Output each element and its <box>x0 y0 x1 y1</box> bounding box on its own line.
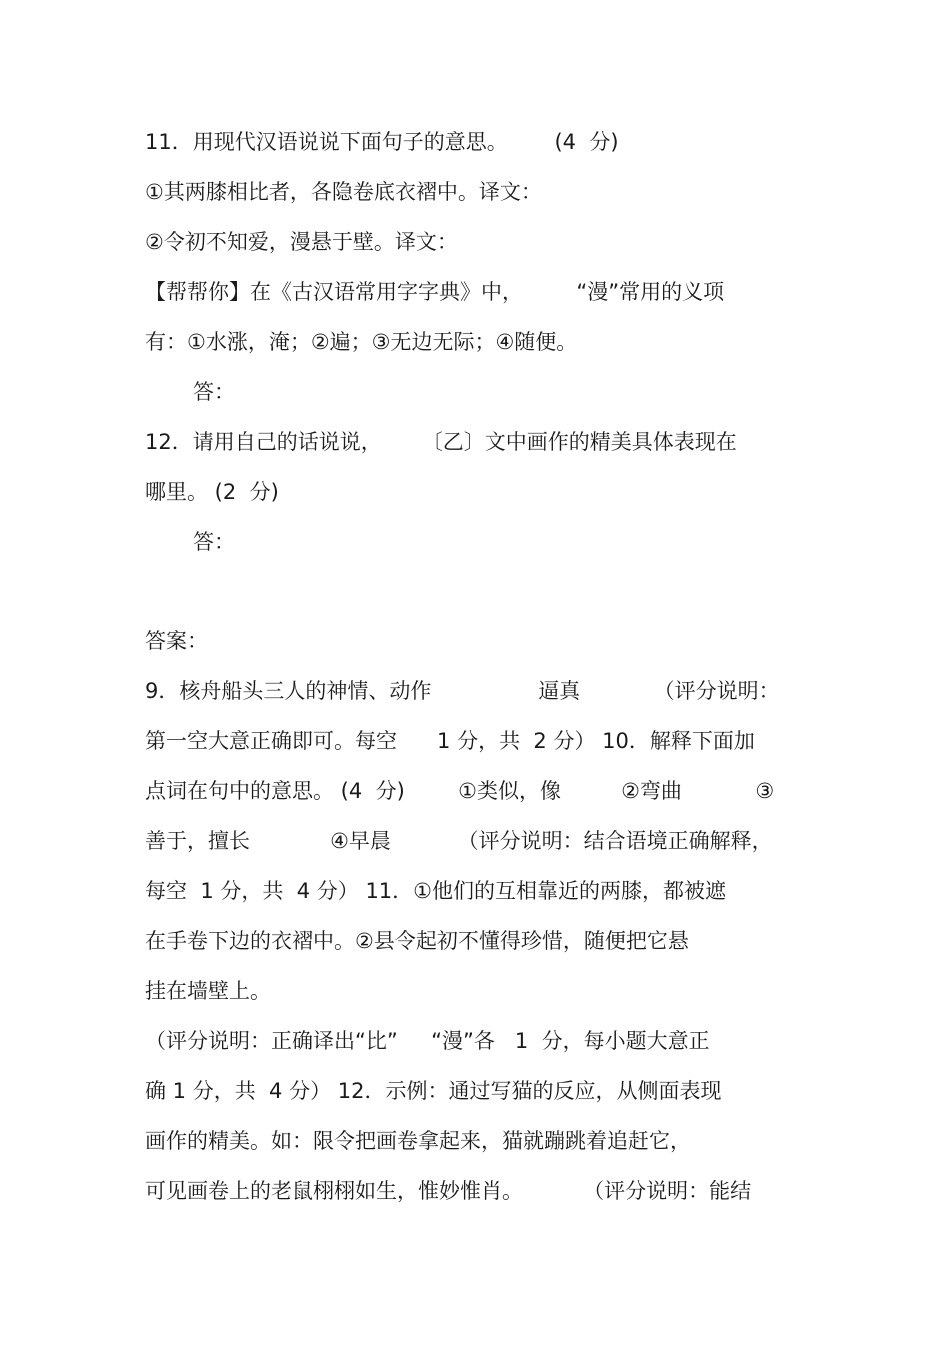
answer-text: 在手卷下边的衣褶中。②县令起初不懂得珍惜，随便把它悬 <box>145 929 689 953</box>
help-note: 【帮帮你】在《古汉语常用字字典》中， “漫”常用的义项 <box>145 280 725 304</box>
answer-text: （评分说明：正确译出“比” “漫”各 1 分，每小题大意正 <box>145 1029 710 1053</box>
answer-text: 画作的精美。如：限令把画卷拿起来，猫就蹦跳着追赶它， <box>145 1129 691 1153</box>
answer-label: 答： <box>193 530 235 554</box>
answers-heading: 答案： <box>145 629 208 653</box>
answer-label: 答： <box>193 380 235 404</box>
answer-text: 点词在句中的意思。 (4 分) ①类似，像 ②弯曲 ③ <box>145 779 775 803</box>
help-note-continued: 有：①水涨，淹；②遍；③无边无际；④随便。 <box>145 330 578 354</box>
answer-text: 善于，擅长 ④早晨 （评分说明：结合语境正确解释， <box>145 829 773 853</box>
question-11-item-2: ②令初不知爱，漫悬于壁。译文： <box>145 230 458 254</box>
answer-text: 9．核舟船头三人的神情、动作 逼真 （评分说明： <box>145 679 780 703</box>
question-12-continued: 哪里。 (2 分) <box>145 480 279 504</box>
question-11: 11．用现代汉语说说下面句子的意思。 (4 分) <box>145 130 619 154</box>
answer-text: 挂在墙壁上。 <box>145 979 271 1003</box>
answer-text: 确 1 分，共 4 分） 12．示例：通过写猫的反应，从侧面表现 <box>145 1079 722 1103</box>
answer-text: 可见画卷上的老鼠栩栩如生，惟妙惟肖。 （评分说明：能结 <box>145 1179 752 1203</box>
answer-text: 每空 1 分，共 4 分） 11．①他们的互相靠近的两膝，都被遮 <box>145 879 726 903</box>
question-11-item-1: ①其两膝相比者，各隐卷底衣褶中。译文： <box>145 180 542 204</box>
answer-text: 第一空大意正确即可。每空 1 分，共 2 分） 10．解释下面加 <box>145 729 755 753</box>
question-12: 12．请用自己的话说说， 〔乙〕文中画作的精美具体表现在 <box>145 430 737 454</box>
